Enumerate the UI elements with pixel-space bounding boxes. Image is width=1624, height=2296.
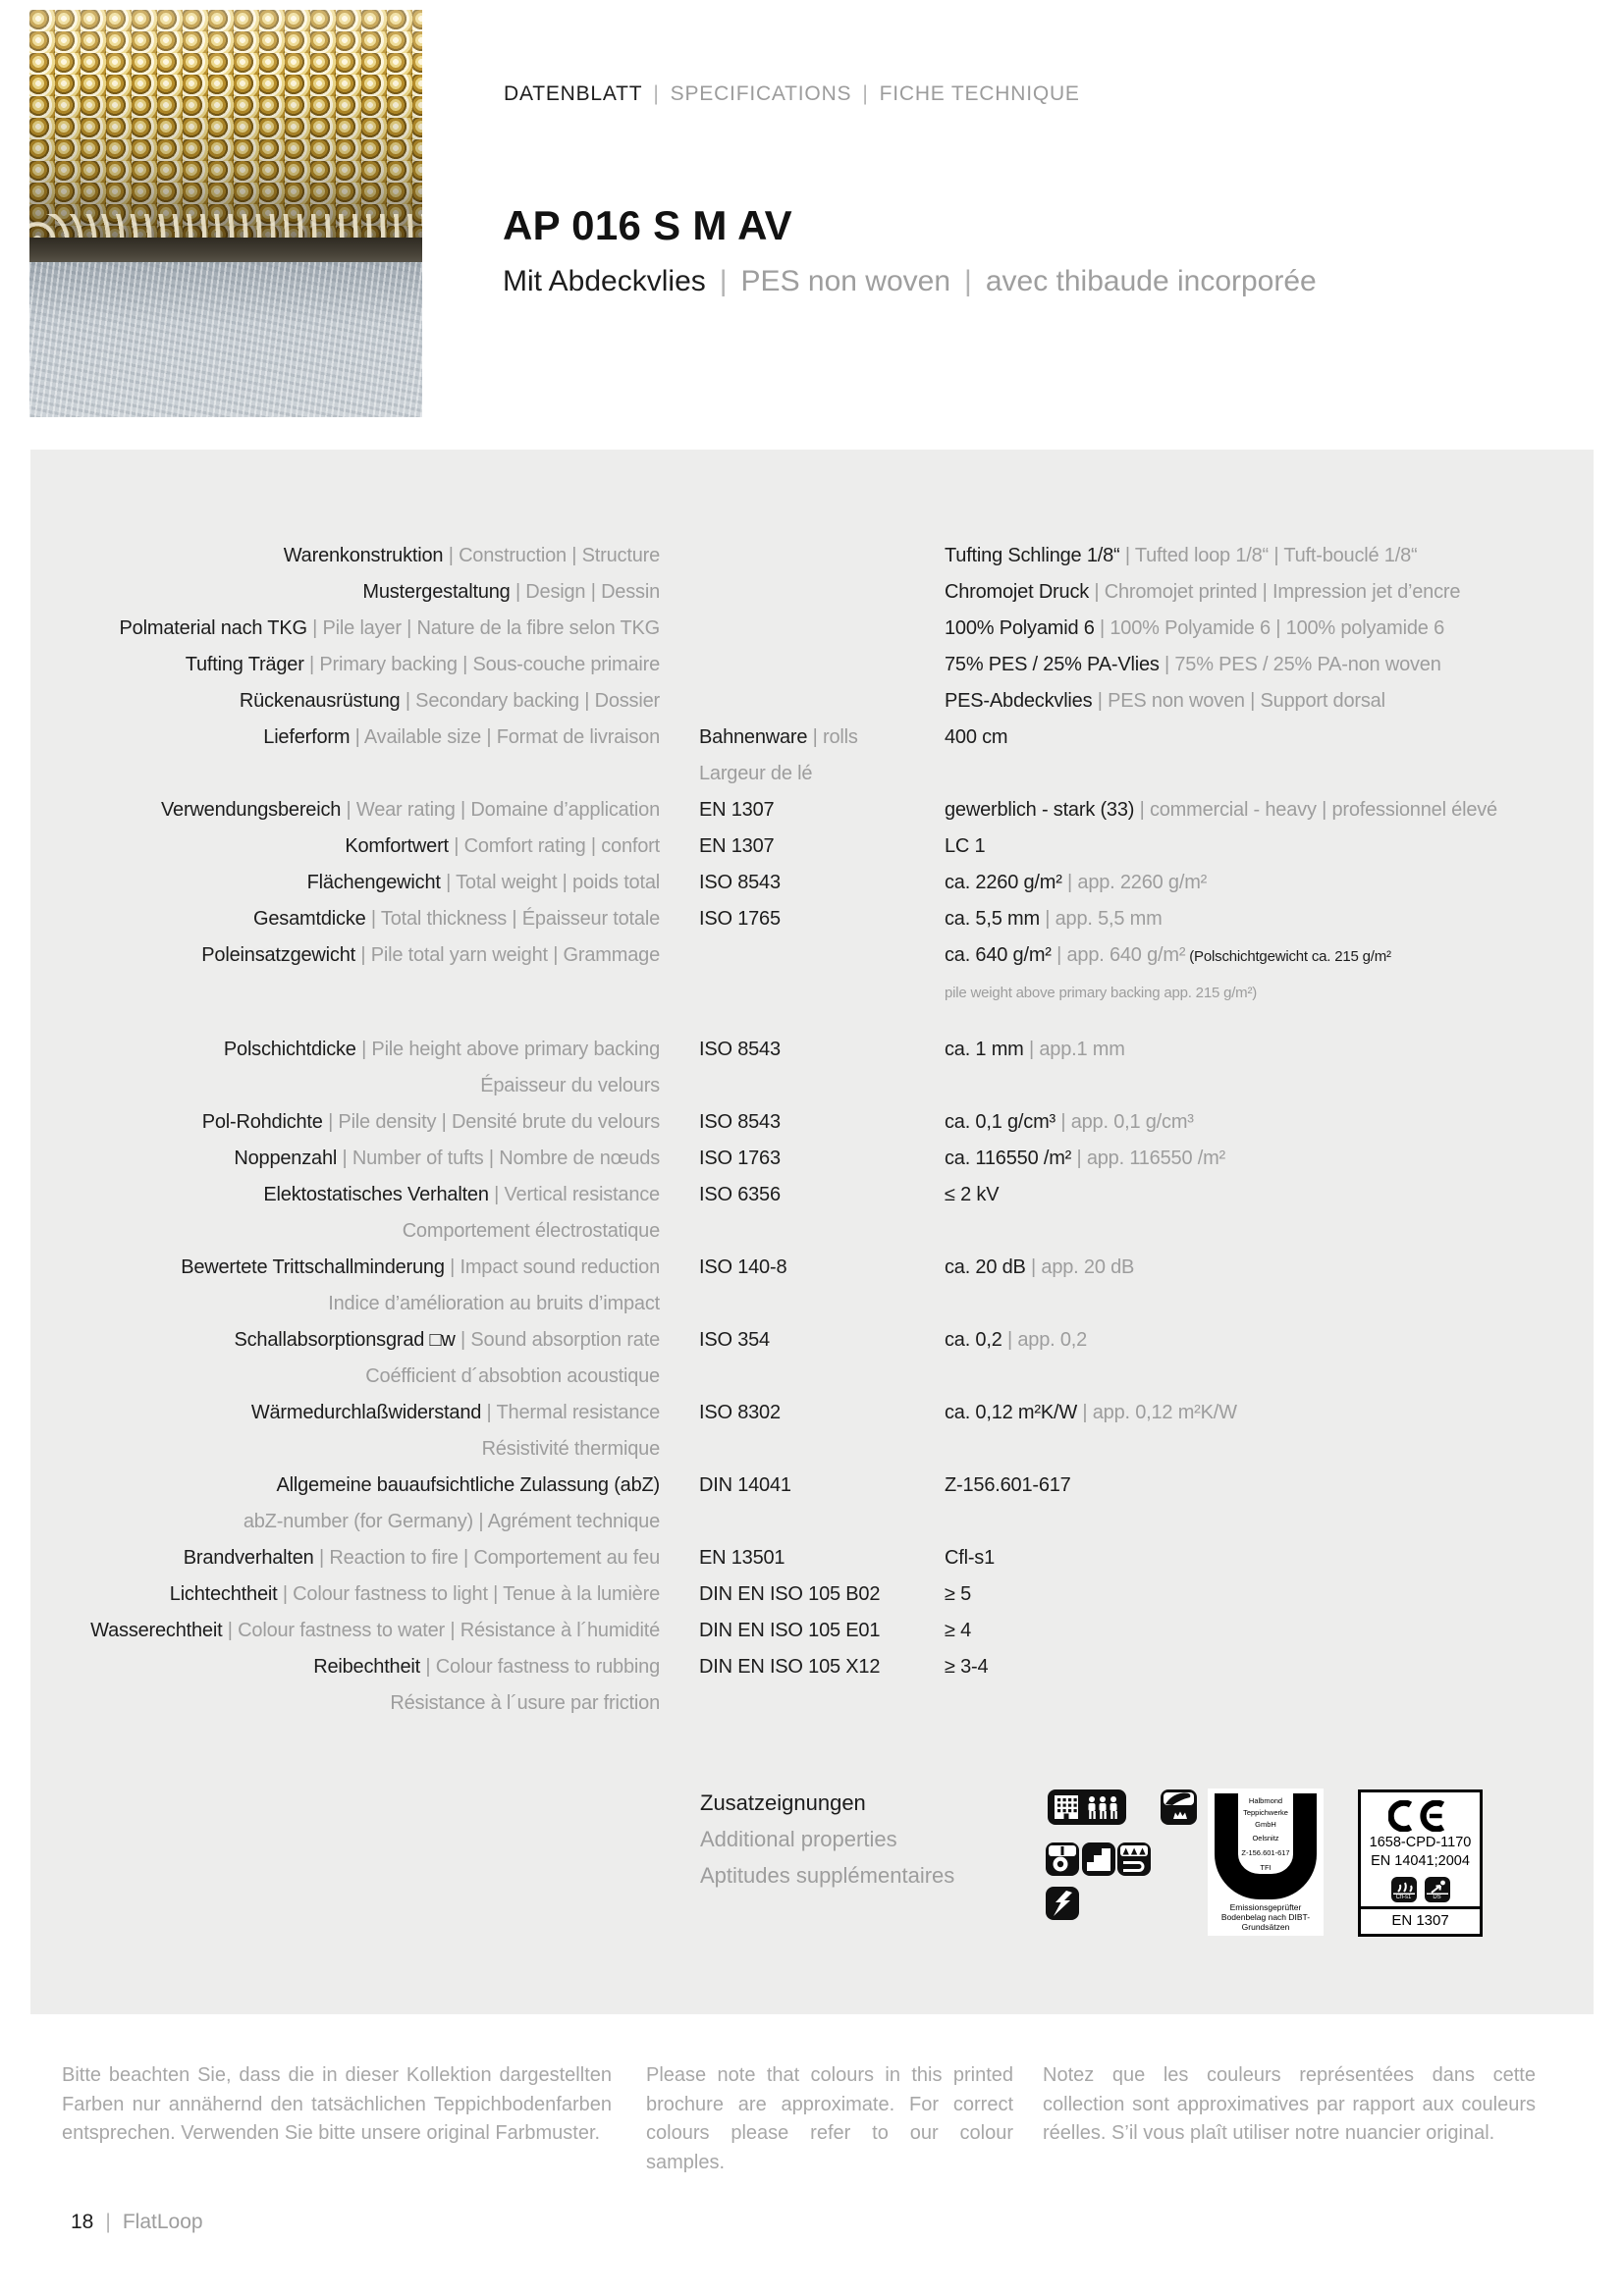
spec-label bbox=[263, 1177, 660, 1213]
spec-standard bbox=[699, 792, 774, 828]
spec-label-de: Lichtechtheit bbox=[169, 1583, 278, 1605]
spec-standard-extra: Largeur de lé bbox=[699, 763, 813, 784]
spec-value bbox=[945, 828, 985, 865]
spec-row bbox=[30, 611, 1594, 647]
spec-value-translations: | Tufted loop 1/8“ | Tuft-bouclé 1/8“ bbox=[1119, 545, 1418, 566]
spec-row bbox=[30, 792, 1594, 828]
spec-value-translations: | commercial - heavy | professionnel élevé bbox=[1134, 799, 1497, 821]
spec-value-main: 75% PES / 25% PA-Vlies bbox=[945, 654, 1160, 675]
spec-value-translations: | 100% Polyamide 6 | 100% polyamide 6 bbox=[1094, 617, 1444, 639]
umark-logo bbox=[1215, 1793, 1317, 1899]
spec-standard bbox=[699, 720, 858, 756]
spec-label-de: Elektostatisches Verhalten bbox=[263, 1184, 489, 1205]
spec-value-translations: | app. 5,5 mm bbox=[1039, 908, 1163, 930]
spec-row bbox=[30, 1468, 1594, 1504]
header-en: SPECIFICATIONS bbox=[670, 82, 852, 105]
spec-value-main: Chromojet Druck bbox=[945, 581, 1090, 603]
spec-row bbox=[30, 1540, 1594, 1576]
carpet-photo bbox=[29, 10, 422, 417]
spec-label bbox=[328, 1286, 660, 1322]
spec-row bbox=[30, 828, 1594, 865]
spec-row bbox=[30, 1068, 1594, 1104]
spec-value-main: 100% Polyamid 6 bbox=[945, 617, 1095, 639]
spec-label-de: Rückenausrüstung bbox=[239, 690, 401, 712]
spec-standard-code: DIN EN ISO 105 E01 bbox=[699, 1620, 881, 1641]
spec-standard-code: EN 1307 bbox=[699, 799, 775, 821]
page-number: 18 bbox=[71, 2211, 94, 2233]
spec-row bbox=[30, 1431, 1594, 1468]
spec-label bbox=[307, 865, 660, 901]
spec-label-translations: | Design | Dessin bbox=[510, 581, 660, 603]
spec-value bbox=[945, 683, 1385, 720]
stairs-icon bbox=[1082, 1842, 1115, 1876]
spec-standard-code: ISO 8302 bbox=[699, 1402, 781, 1423]
spec-label bbox=[362, 574, 660, 611]
spec-label-translations: Épaisseur du velours bbox=[480, 1075, 660, 1096]
spec-standard-code: DIN 14041 bbox=[699, 1474, 791, 1496]
spec-standard bbox=[699, 1177, 781, 1213]
spec-value-main: Tufting Schlinge 1/8“ bbox=[945, 545, 1120, 566]
spec-panel bbox=[30, 450, 1594, 2014]
spec-label bbox=[482, 1431, 660, 1468]
spec-label-de: Warenkonstruktion bbox=[283, 545, 444, 566]
spec-label bbox=[244, 1504, 660, 1540]
spec-label-translations: | Colour fastness to light | Tenue à la lumière bbox=[277, 1583, 660, 1605]
spec-standard-code: ISO 1763 bbox=[699, 1148, 781, 1169]
spec-value-main: ca. 2260 g/m² bbox=[945, 872, 1062, 893]
spec-label-translations: | Pile height above primary backing bbox=[355, 1039, 660, 1060]
spec-value bbox=[945, 937, 1391, 975]
spec-value-translations: | 75% PES / 25% PA-non woven bbox=[1159, 654, 1441, 675]
spec-label-translations: | Thermal resistance bbox=[481, 1402, 660, 1423]
spec-label-translations: | Vertical resistance bbox=[488, 1184, 660, 1205]
additional-title-en: Additional properties bbox=[700, 1827, 897, 1851]
subtitle-fr: avec thibaude incorporée bbox=[985, 265, 1317, 297]
spec-row bbox=[30, 1286, 1594, 1322]
spec-label-de: Tufting Träger bbox=[185, 654, 304, 675]
spec-label-de: Poleinsatzgewicht bbox=[201, 944, 355, 966]
spec-label bbox=[224, 1032, 660, 1068]
spec-standard bbox=[699, 1613, 880, 1649]
spec-row bbox=[30, 1322, 1594, 1359]
spec-label bbox=[403, 1213, 660, 1250]
umark-line: Oelsnitz bbox=[1252, 1834, 1279, 1842]
spec-label bbox=[186, 647, 660, 683]
spec-label-translations: | Pile total yarn weight | Grammage bbox=[355, 944, 660, 966]
spec-standard bbox=[699, 901, 781, 937]
spec-label bbox=[263, 720, 660, 756]
spec-label-de: Wasserechtheit bbox=[90, 1620, 223, 1641]
spec-label bbox=[365, 1359, 660, 1395]
spec-standard-code: ISO 8543 bbox=[699, 1039, 781, 1060]
spec-label-de: Schallabsorptionsgrad □w bbox=[234, 1329, 456, 1351]
spec-value bbox=[945, 647, 1441, 683]
spec-standard-code: ISO 8543 bbox=[699, 1111, 781, 1133]
building-people-icon bbox=[1048, 1789, 1126, 1825]
spec-label bbox=[234, 1322, 660, 1359]
spec-standard-code: ISO 354 bbox=[699, 1329, 770, 1351]
spec-label bbox=[480, 1068, 660, 1104]
spec-value-main: ca. 640 g/m² bbox=[945, 944, 1052, 966]
separator: | bbox=[105, 2211, 111, 2233]
spec-label-de: Flächengewicht bbox=[306, 872, 441, 893]
spec-value bbox=[945, 720, 1007, 756]
spec-label bbox=[181, 1250, 660, 1286]
spec-row bbox=[30, 1685, 1594, 1722]
spec-row bbox=[30, 1104, 1594, 1141]
spec-value-translations: | app. 116550 /m² bbox=[1071, 1148, 1226, 1169]
spec-label-translations: | Pile density | Densité brute du velours bbox=[322, 1111, 660, 1133]
ce-certificate-card bbox=[1358, 1789, 1483, 1937]
spec-label bbox=[284, 538, 660, 574]
spec-label-de: Noppenzahl bbox=[234, 1148, 338, 1169]
separator: | bbox=[719, 265, 728, 297]
spec-row bbox=[30, 720, 1594, 756]
spec-standard-code: Bahnenware bbox=[699, 726, 808, 748]
spec-standard-code: DIN EN ISO 105 X12 bbox=[699, 1656, 881, 1678]
spec-row bbox=[30, 756, 1594, 792]
spec-table bbox=[30, 538, 1594, 1722]
note-french: Notez que les couleurs représentées dans cette collection sont approximatives par rapport aux couleurs réelles. S’il vous plaît utiliser notre nuancier original. bbox=[1043, 2064, 1536, 2144]
spec-value-translations: | app. 20 dB bbox=[1025, 1256, 1135, 1278]
spec-label-translations: Résistivité thermique bbox=[481, 1438, 660, 1460]
spec-value-main: ≥ 4 bbox=[945, 1620, 972, 1641]
spec-label bbox=[234, 1141, 660, 1177]
spec-label-translations: | Total weight | poids total bbox=[440, 872, 660, 893]
ce-number: 1658-CPD-1170 bbox=[1369, 1835, 1472, 1850]
page-title: AP 016 S M AV bbox=[503, 202, 792, 248]
spec-label bbox=[90, 1613, 660, 1649]
spec-standard-code: ISO 6356 bbox=[699, 1184, 781, 1205]
separator: | bbox=[964, 265, 972, 297]
spec-value bbox=[945, 1468, 1071, 1504]
spec-label-translations: | Sound absorption rate bbox=[455, 1329, 660, 1351]
spec-label-de: Gesamtdicke bbox=[253, 908, 366, 930]
spec-label-translations: Coéfficient d´absobtion acoustique bbox=[365, 1365, 660, 1387]
spec-label-translations: | Total thickness | Épaisseur totale bbox=[365, 908, 660, 930]
spec-value bbox=[945, 1322, 1087, 1359]
spec-value-main: ca. 0,12 m²K/W bbox=[945, 1402, 1078, 1423]
spec-row bbox=[30, 683, 1594, 720]
umark-line: GmbH bbox=[1255, 1820, 1276, 1829]
spec-label bbox=[161, 792, 660, 828]
spec-row bbox=[30, 1177, 1594, 1213]
additional-title-fr: Aptitudes supplémentaires bbox=[700, 1863, 955, 1888]
umark-line: Halbmond bbox=[1248, 1796, 1283, 1805]
underfloor-heating-icon bbox=[1117, 1842, 1151, 1876]
spec-label bbox=[390, 1685, 660, 1722]
spec-value-main: ≥ 5 bbox=[945, 1583, 972, 1605]
carpet-pile-texture bbox=[29, 10, 422, 242]
separator: | bbox=[862, 82, 869, 105]
spec-standard bbox=[699, 1395, 781, 1431]
spec-row bbox=[30, 1613, 1594, 1649]
spec-label-translations: | Comfort rating | confort bbox=[448, 835, 660, 857]
spec-label bbox=[120, 611, 660, 647]
spec-row bbox=[30, 1250, 1594, 1286]
collection-name: FlatLoop bbox=[122, 2211, 203, 2233]
spec-value-main: ≥ 3-4 bbox=[945, 1656, 989, 1678]
slip-rating-icon bbox=[1425, 1877, 1450, 1902]
spec-value bbox=[945, 792, 1497, 828]
spec-standard bbox=[699, 1540, 785, 1576]
spec-value bbox=[945, 538, 1417, 574]
spec-row bbox=[30, 901, 1594, 937]
spec-label-translations: | Colour fastness to rubbing bbox=[420, 1656, 660, 1678]
spec-standard bbox=[699, 865, 781, 901]
spec-value-subnote: pile weight above primary backing app. 215 g/m²) bbox=[945, 985, 1258, 1001]
spec-value-note: (Polschichtgewicht ca. 215 g/m² bbox=[1185, 948, 1391, 965]
umark-line: Z-156.601-617 bbox=[1241, 1848, 1290, 1857]
spec-row bbox=[30, 1141, 1594, 1177]
ce-mark-icon bbox=[1388, 1800, 1453, 1832]
spec-standard bbox=[699, 1032, 781, 1068]
spec-label-translations: | Colour fastness to water | Résistance à l´humidité bbox=[222, 1620, 660, 1641]
spec-value-translations: | app. 0,1 g/cm³ bbox=[1056, 1111, 1194, 1133]
spec-standard-code: ISO 1765 bbox=[699, 908, 781, 930]
spec-label-de: Mustergestaltung bbox=[362, 581, 511, 603]
carpet-felt-backing bbox=[29, 262, 422, 417]
additional-title-de: Zusatzeignungen bbox=[700, 1790, 866, 1815]
spec-label-de: Polschichtdicke bbox=[223, 1039, 356, 1060]
spec-label-de: Verwendungsbereich bbox=[160, 799, 342, 821]
spec-standard-code: EN 1307 bbox=[699, 835, 775, 857]
spec-label-translations: | Construction | Structure bbox=[443, 545, 660, 566]
spec-label bbox=[240, 683, 660, 720]
spec-standard-code: DIN EN ISO 105 B02 bbox=[699, 1583, 881, 1605]
spec-row bbox=[30, 937, 1594, 974]
spec-value-translations: | PES non woven | Support dorsal bbox=[1092, 690, 1385, 712]
spec-label-de: Bewertete Trittschallminderung bbox=[181, 1256, 445, 1278]
spec-value-translations: | app. 640 g/m² bbox=[1051, 944, 1186, 966]
footwear-crown-icon bbox=[1161, 1789, 1197, 1825]
spec-label-translations: Comportement électrostatique bbox=[402, 1220, 660, 1242]
spec-value bbox=[945, 1613, 971, 1649]
note-english: Please note that colours in this printed brochure are approximate. For correct colours please refer to our colour samples. bbox=[646, 2064, 1013, 2173]
spec-standard bbox=[699, 1322, 770, 1359]
spec-label-translations: Indice d’amélioration au bruits d’impact bbox=[328, 1293, 660, 1314]
spec-value-main: ca. 5,5 mm bbox=[945, 908, 1040, 930]
spec-row bbox=[30, 1649, 1594, 1685]
spec-label bbox=[276, 1468, 660, 1504]
spec-standard bbox=[699, 828, 774, 865]
spec-value-translations: | app. 2260 g/m² bbox=[1061, 872, 1208, 893]
spec-value-main: ca. 1 mm bbox=[945, 1039, 1024, 1060]
spec-value bbox=[945, 1250, 1134, 1286]
spec-label-translations: | Pile layer | Nature de la fibre selon TKG bbox=[306, 617, 660, 639]
spec-value-main: ≤ 2 kV bbox=[945, 1184, 1000, 1205]
umark-caption: Emissionsgeprüfter Bodenbelag nach DIBT-Grundsätzen bbox=[1220, 1902, 1311, 1932]
spec-value-main: Cfl-s1 bbox=[945, 1547, 996, 1569]
page-footer bbox=[71, 2211, 203, 2234]
spec-row bbox=[30, 647, 1594, 683]
umark-line: TFI bbox=[1260, 1863, 1272, 1872]
spec-label bbox=[253, 901, 660, 937]
document-type-header bbox=[504, 82, 1080, 106]
spec-row bbox=[30, 1032, 1594, 1068]
spec-label-de: Komfortwert bbox=[345, 835, 449, 857]
spec-value-main: ca. 0,2 bbox=[945, 1329, 1002, 1351]
spec-label-translations: Résistance à l´usure par friction bbox=[390, 1692, 660, 1714]
spec-value-main: ca. 116550 /m² bbox=[945, 1148, 1072, 1169]
spec-standard bbox=[699, 1576, 880, 1613]
spec-value bbox=[945, 865, 1207, 901]
header-de: DATENBLATT bbox=[504, 82, 643, 105]
fire-rating-icon bbox=[1391, 1877, 1417, 1902]
spec-row bbox=[30, 974, 1594, 1010]
spec-row bbox=[30, 1359, 1594, 1395]
antistatic-icon bbox=[1046, 1887, 1079, 1920]
spec-label bbox=[201, 937, 660, 974]
spec-value bbox=[945, 1395, 1237, 1431]
product-subtitle bbox=[503, 265, 1317, 298]
spec-standard bbox=[699, 1141, 781, 1177]
spec-standard-extra: | rolls bbox=[807, 726, 858, 748]
spec-value-main: 400 cm bbox=[945, 726, 1008, 748]
spec-standard bbox=[699, 1468, 791, 1504]
spec-row bbox=[30, 574, 1594, 611]
ce-standard: EN 14041;2004 bbox=[1371, 1853, 1470, 1869]
spec-value bbox=[945, 974, 1257, 1011]
spec-label bbox=[202, 1104, 660, 1141]
spec-value bbox=[945, 901, 1163, 937]
spec-label-de: Wärmedurchlaßwiderstand bbox=[250, 1402, 482, 1423]
spec-value bbox=[945, 574, 1460, 611]
spec-value bbox=[945, 1540, 995, 1576]
spec-value-main: gewerblich - stark (33) bbox=[945, 799, 1135, 821]
spec-row bbox=[30, 538, 1594, 574]
spec-label bbox=[251, 1395, 660, 1431]
spec-label bbox=[345, 828, 660, 865]
spec-label-translations: | Wear rating | Domaine d’application bbox=[341, 799, 660, 821]
subtitle-en: PES non woven bbox=[740, 265, 951, 297]
castor-chair-icon bbox=[1046, 1842, 1079, 1876]
spec-label-translations: | Primary backing | Sous-couche primaire bbox=[303, 654, 660, 675]
spec-value bbox=[945, 1649, 988, 1685]
subtitle-de: Mit Abdeckvlies bbox=[503, 265, 706, 297]
spec-standard-code: ISO 8543 bbox=[699, 872, 781, 893]
spec-standard-code: ISO 140-8 bbox=[699, 1256, 787, 1278]
spec-row bbox=[30, 1213, 1594, 1250]
spec-label-de: Reibechtheit bbox=[313, 1656, 421, 1678]
spec-label-de: Pol-Rohdichte bbox=[201, 1111, 323, 1133]
spec-label-translations: | Secondary backing | Dossier bbox=[400, 690, 660, 712]
spec-value-main: Z-156.601-617 bbox=[945, 1474, 1071, 1496]
spec-label-de: Brandverhalten bbox=[183, 1547, 314, 1569]
header-fr: FICHE TECHNIQUE bbox=[879, 82, 1080, 105]
spec-value bbox=[945, 1104, 1194, 1141]
spec-label-translations: | Number of tufts | Nombre de nœuds bbox=[337, 1148, 660, 1169]
spec-value-main: LC 1 bbox=[945, 835, 986, 857]
spec-label bbox=[313, 1649, 660, 1685]
spec-label-de: Lieferform bbox=[263, 726, 351, 748]
spec-value-main: ca. 0,1 g/cm³ bbox=[945, 1111, 1056, 1133]
spec-value-translations: | Chromojet printed | Impression jet d’encre bbox=[1089, 581, 1461, 603]
spec-row bbox=[30, 1576, 1594, 1613]
umark-text bbox=[1236, 1796, 1295, 1875]
additional-properties bbox=[700, 1785, 954, 1894]
spec-standard bbox=[699, 756, 812, 792]
spec-value bbox=[945, 1141, 1225, 1177]
spec-label-translations: | Reaction to fire | Comportement au feu bbox=[313, 1547, 660, 1569]
note-german: Bitte beachten Sie, dass die in dieser Kollektion dargestellten Farben nur annähernd den tatsächlichen Teppichbodenfarben entsprechen. Verwenden Sie bitte unsere original Farbmuster. bbox=[62, 2064, 612, 2144]
ce-en1307-label: EN 1307 bbox=[1361, 1906, 1480, 1934]
fire-rating-label: Cfl-s1 bbox=[1395, 1895, 1412, 1900]
spec-row bbox=[30, 1504, 1594, 1540]
spec-standard bbox=[699, 1250, 786, 1286]
spec-value-translations: | app. 0,2 bbox=[1001, 1329, 1088, 1351]
separator: | bbox=[653, 82, 660, 105]
spec-label-de: Allgemeine bauaufsichtliche Zulassung (abZ) bbox=[276, 1474, 660, 1496]
spec-label-de: Polmaterial nach TKG bbox=[119, 617, 307, 639]
spec-label-translations: | Available size | Format de livraison bbox=[350, 726, 660, 748]
spec-label-translations: abZ-number (for Germany) | Agrément technique bbox=[243, 1511, 660, 1532]
umark-certificate-card bbox=[1208, 1789, 1324, 1936]
spec-standard bbox=[699, 1104, 781, 1141]
spec-standard bbox=[699, 1649, 880, 1685]
spec-value bbox=[945, 611, 1444, 647]
ce-pictograms bbox=[1361, 1877, 1480, 1902]
spec-value-translations: | app.1 mm bbox=[1023, 1039, 1125, 1060]
spec-label-translations: | Impact sound reduction bbox=[444, 1256, 660, 1278]
spec-standard-code: EN 13501 bbox=[699, 1547, 785, 1569]
spec-value-main: PES-Abdeckvlies bbox=[945, 690, 1093, 712]
spec-label bbox=[170, 1576, 660, 1613]
spec-value bbox=[945, 1177, 999, 1213]
spec-row bbox=[30, 865, 1594, 901]
spec-value bbox=[945, 1032, 1125, 1068]
umark-line: Teppichwerke bbox=[1243, 1808, 1288, 1817]
spec-value bbox=[945, 1576, 971, 1613]
spec-row bbox=[30, 1395, 1594, 1431]
spec-value-translations: | app. 0,12 m²K/W bbox=[1077, 1402, 1237, 1423]
spec-value-main: ca. 20 dB bbox=[945, 1256, 1026, 1278]
slip-rating-label: DS bbox=[1433, 1895, 1441, 1900]
spec-label bbox=[184, 1540, 660, 1576]
